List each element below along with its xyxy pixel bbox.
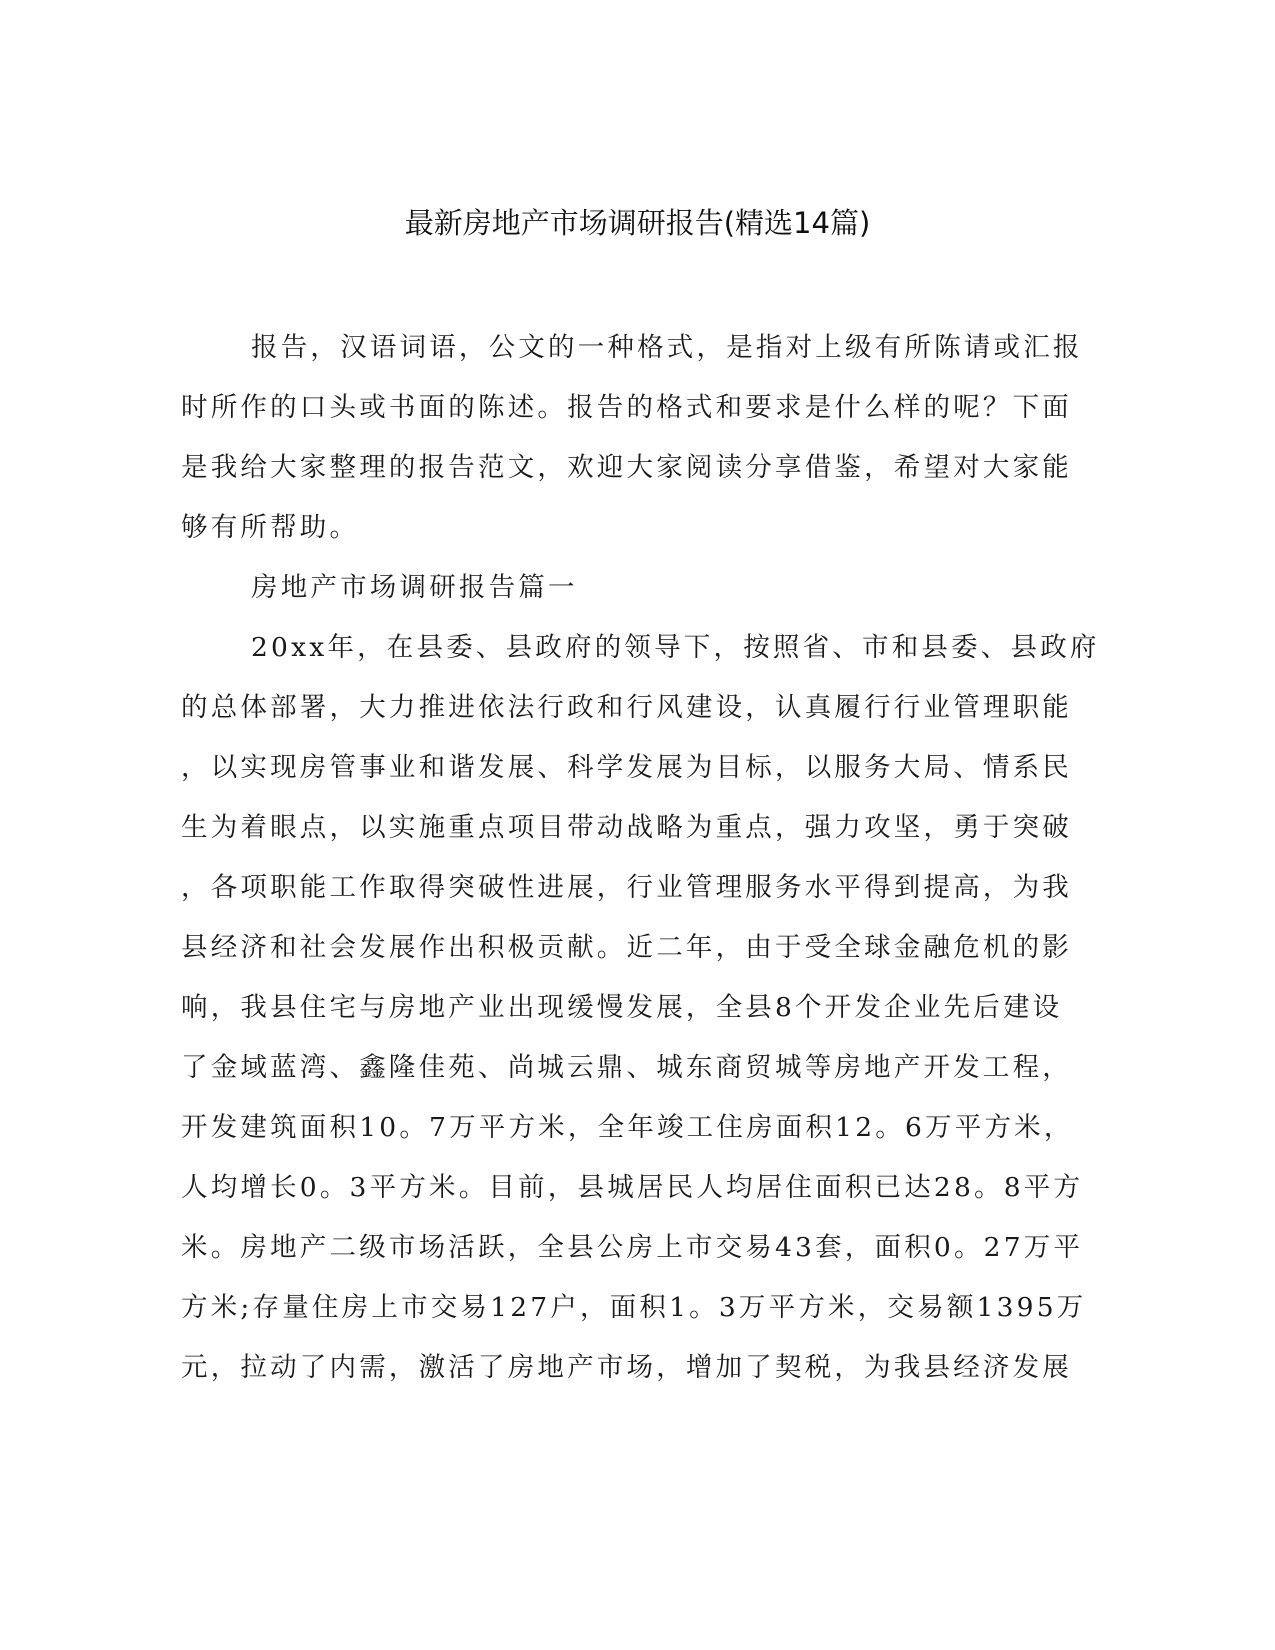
paragraph-line: 时所作的口头或书面的陈述。报告的格式和要求是什么样的呢？下面 xyxy=(181,392,1072,423)
paragraph-line: 元，拉动了内需，激活了房地产市场，增加了契税，为我县经济发展 xyxy=(181,1352,1072,1383)
paragraph-line: 县经济和社会发展作出积极贡献。近二年，由于受全球金融危机的影 xyxy=(181,932,1072,963)
paragraph-line: 开发建筑面积10。7万平方米，全年竣工住房面积12。6万平方米， xyxy=(181,1112,1074,1143)
paragraph-line: 响，我县住宅与房地产业出现缓慢发展，全县8个开发企业先后建设 xyxy=(181,992,1063,1023)
paragraph-line: 够有所帮助。 xyxy=(181,512,360,543)
paragraph-line: 生为着眼点，以实施重点项目带动战略为重点，强力攻坚，勇于突破 xyxy=(181,812,1072,843)
paragraph-line: 的总体部署，大力推进依法行政和行风建设，认真履行行业管理职能 xyxy=(181,692,1072,723)
paragraph-line: 了金域蓝湾、鑫隆佳苑、尚城云鼎、城东商贸城等房地产开发工程， xyxy=(181,1052,1072,1083)
paragraph-line: 是我给大家整理的报告范文，欢迎大家阅读分享借鉴，希望对大家能 xyxy=(181,452,1072,483)
document-body xyxy=(181,318,1100,1398)
paragraph-line: 方米;存量住房上市交易127户，面积1。3万平方米，交易额1395万 xyxy=(181,1292,1087,1323)
document-title: 最新房地产市场调研报告(精选14篇) xyxy=(404,206,871,240)
paragraph-line: 人均增长0。3平方米。目前，县城居民人均居住面积已达28。8平方 xyxy=(181,1172,1084,1203)
section-heading: 房地产市场调研报告篇一 xyxy=(251,572,578,603)
paragraph-line: ，以实现房管事业和谐发展、科学发展为目标，以服务大局、情系民 xyxy=(181,752,1072,783)
paragraph-line: ，各项职能工作取得突破性进展，行业管理服务水平得到提高，为我 xyxy=(181,872,1072,903)
paragraph-line: 20xx年，在县委、县政府的领导下，按照省、市和县委、县政府 xyxy=(251,632,1100,663)
paragraph-line: 报告，汉语词语，公文的一种格式，是指对上级有所陈请或汇报 xyxy=(251,332,1083,363)
paragraph-line: 米。房地产二级市场活跃，全县公房上市交易43套，面积0。27万平 xyxy=(181,1232,1084,1263)
